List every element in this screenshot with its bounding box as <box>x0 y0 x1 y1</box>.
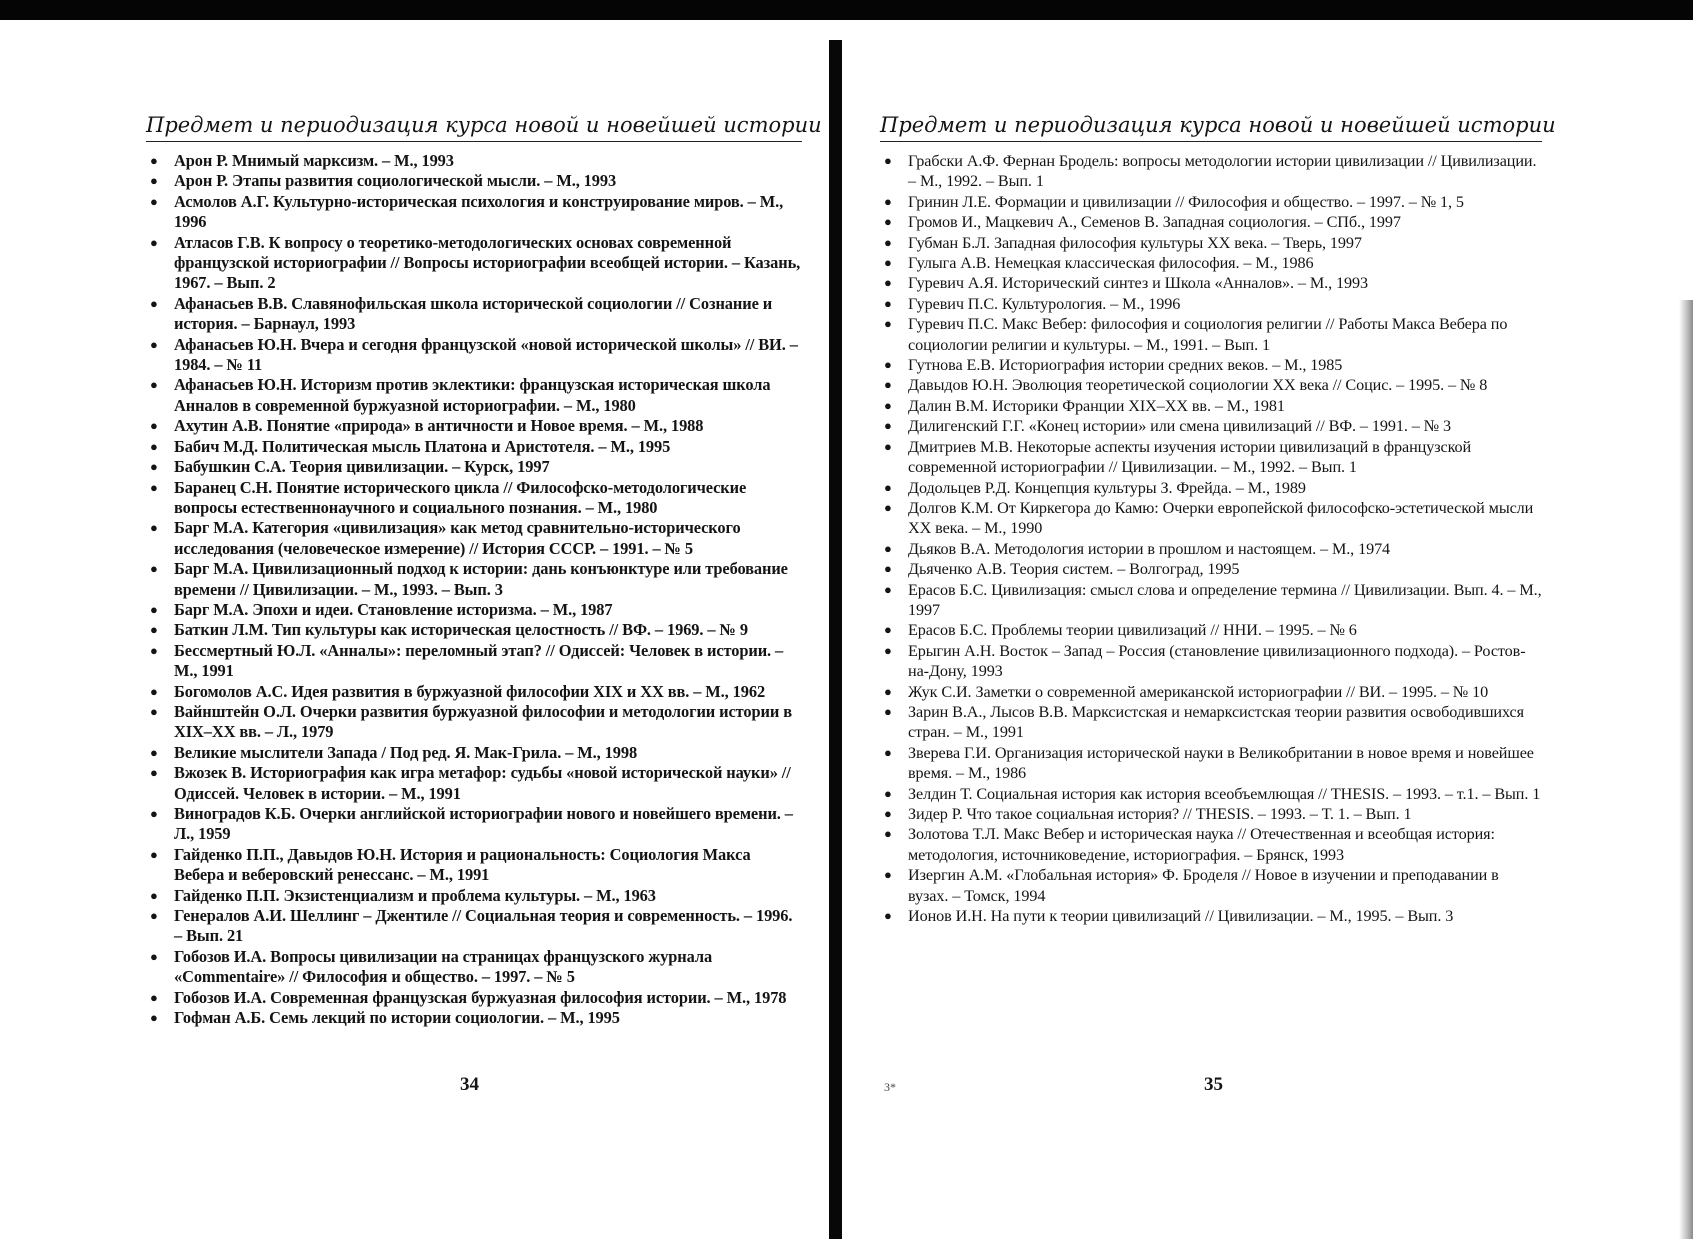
entry-text: Афанасьев Ю.Н. Вчера и сегодня французской «новой исторической школы» // ВИ. – 1984. – № 11 <box>174 334 798 375</box>
entry-text: Барг М.А. Категория «цивилизация» как метод сравнительно-исторического исследования (человеческое измерение) // История СССР. – 1991. – № 5 <box>174 518 741 558</box>
entry-text: Барг М.А. Эпохи и идеи. Становление историзма. – М., 1987 <box>174 599 613 619</box>
right-page <box>880 113 1556 926</box>
bibliography-entry <box>880 416 1542 436</box>
entry-text: Гайденко П.П. Экзистенциализм и проблема культуры. – М., 1963 <box>174 885 656 905</box>
entry-text: Грабски А.Ф. Фернан Бродель: вопросы методологии истории цивилизации // Цивилизации. – М., 1992. – Вып. 1 <box>908 152 1537 191</box>
bullet-icon: ● <box>884 214 892 230</box>
entry-text: Зарин В.А., Лысов В.В. Марксистская и немарксистская теории развития освободившихся стран. – М., 1991 <box>908 702 1524 742</box>
entry-text: Барг М.А. Цивилизационный подход к истории: дань конъюнктуре или требование времени // Цивилизации. – М., 1993. – Вып. 3 <box>174 559 788 599</box>
bullet-icon: ● <box>884 377 892 393</box>
entry-text: Гайденко П.П., Давыдов Ю.Н. История и рациональность: Социология Макса Вебера и веберовский ренессанс. – М., 1991 <box>174 844 751 885</box>
entry-text: Гутнова Е.В. Историография истории средних веков. – М., 1985 <box>908 356 1343 375</box>
entry-text: Атласов Г.В. К вопросу о теоретико-методологических основах современной французской историографии // Вопросы историографии всеобщей истории. – Казань, 1967. – Вып. 2 <box>174 232 801 293</box>
entry-text: Арон Р. Мнимый марксизм. – М., 1993 <box>174 151 454 170</box>
bullet-icon: ● <box>150 948 158 964</box>
bibliography-entry <box>146 559 802 600</box>
entry-text: Изергин А.М. «Глобальная история» Ф. Броделя // Новое в изучении и преподавании в вузах. – Томск, 1994 <box>908 866 1499 905</box>
bibliography-entry <box>146 641 802 682</box>
bullet-icon: ● <box>150 806 158 821</box>
bibliography-entry <box>146 294 802 335</box>
bibliography-entry <box>146 620 802 640</box>
bibliography-entry <box>146 743 802 763</box>
bullet-icon: ● <box>150 846 158 862</box>
bullet-icon: ● <box>884 785 892 801</box>
bibliography-entry <box>880 233 1542 253</box>
bibliography-entry <box>880 641 1542 682</box>
bullet-icon: ● <box>150 193 158 209</box>
entry-text: Зидер Р. Что такое социальная история? // THESIS. – 1993. – Т. 1. – Вып. 1 <box>908 805 1412 823</box>
bullet-icon: ● <box>150 459 158 475</box>
entry-text: Гуревич А.Я. Исторический синтез и Школа «Анналов». – М., 1993 <box>908 274 1368 293</box>
bullet-icon: ● <box>150 153 158 168</box>
bullet-icon: ● <box>150 642 158 658</box>
bullet-icon: ● <box>150 622 158 638</box>
left-page <box>146 113 822 1028</box>
bibliography-entry <box>146 600 802 620</box>
bullet-icon: ● <box>150 561 158 577</box>
entry-text: Ерыгин А.Н. Восток – Запад – Россия (становление цивилизационного подхода). – Ростов-на-Дону, 1993 <box>908 641 1526 681</box>
scan-top-edge <box>0 0 1693 20</box>
bullet-icon: ● <box>884 703 892 719</box>
bibliography-entry <box>880 498 1542 539</box>
bullet-icon: ● <box>150 1010 158 1026</box>
bibliography-entry <box>880 580 1542 621</box>
bullet-icon: ● <box>884 295 892 311</box>
bibliography-entry <box>880 906 1542 926</box>
bullet-icon: ● <box>884 806 892 821</box>
entry-text: Вжозек В. Историография как игра метафор: судьбы «новой исторической науки» // Одиссей. Человек в истории. – М., 1991 <box>174 763 791 803</box>
entry-text: Ерасов Б.С. Проблемы теории цивилизаций // ННИ. – 1995. – № 6 <box>908 621 1357 640</box>
bibliography-entry <box>146 416 802 436</box>
bibliography-entry <box>880 355 1542 375</box>
bibliography-entry <box>146 457 802 477</box>
entry-text: Баранец С.Н. Понятие исторического цикла // Философско-методологические вопросы естественнонаучного и социального познания. – М., 1980 <box>174 477 747 517</box>
bullet-icon: ● <box>884 234 892 250</box>
bibliography-entry <box>146 988 802 1008</box>
bibliography-list-left <box>146 151 802 1028</box>
bibliography-entry <box>880 784 1542 804</box>
bibliography-entry <box>880 314 1542 355</box>
bibliography-entry <box>880 620 1542 640</box>
bullet-icon: ● <box>884 255 892 271</box>
bibliography-entry <box>880 437 1542 478</box>
bullet-icon: ● <box>150 744 158 760</box>
bullet-icon: ● <box>150 989 158 1005</box>
bibliography-entry <box>146 233 802 294</box>
bullet-icon: ● <box>150 438 158 454</box>
entry-text: Гуревич П.С. Культурология. – М., 1996 <box>908 294 1181 313</box>
bullet-icon: ● <box>884 540 892 556</box>
bibliography-entry <box>146 375 802 416</box>
scan-right-edge <box>1679 300 1693 1239</box>
bibliography-entry <box>880 396 1542 416</box>
bibliography-entry <box>146 171 802 191</box>
bibliography-entry <box>880 253 1542 273</box>
bibliography-entry <box>880 539 1542 559</box>
running-header-right: Предмет и периодизация курса новой и новейшей истории <box>880 113 1542 142</box>
entry-text: Ахутин А.В. Понятие «природа» в античности и Новое время. – М., 1988 <box>174 416 704 436</box>
bibliography-entry <box>880 824 1542 865</box>
bibliography-entry <box>146 335 802 376</box>
bibliography-entry <box>880 151 1542 192</box>
bibliography-entry <box>880 682 1542 702</box>
entry-text: Арон Р. Этапы развития социологической мысли. – М., 1993 <box>174 171 617 191</box>
bullet-icon: ● <box>150 765 158 781</box>
bibliography-entry <box>880 294 1542 314</box>
bibliography-entry <box>880 375 1542 395</box>
bibliography-entry <box>880 559 1542 579</box>
bullet-icon: ● <box>884 744 892 760</box>
bullet-icon: ● <box>884 826 892 842</box>
entry-text: Гофман А.Б. Семь лекций по истории социологии. – М., 1995 <box>174 1008 620 1028</box>
bullet-icon: ● <box>150 336 158 352</box>
bullet-icon: ● <box>884 867 892 883</box>
entry-text: Давыдов Ю.Н. Эволюция теоретической социологии XX века // Социс. – 1995. – № 8 <box>908 376 1488 395</box>
bibliography-entry <box>146 845 802 886</box>
entry-text: Виноградов К.Б. Очерки английской историографии нового и новейшего времени. – Л., 1959 <box>174 804 793 844</box>
bullet-icon: ● <box>150 479 158 495</box>
bibliography-entry <box>146 437 802 457</box>
bibliography-entry <box>880 804 1542 824</box>
entry-text: Додольцев Р.Д. Концепция культуры З. Фрейда. – М., 1989 <box>908 478 1306 497</box>
entry-text: Долгов К.М. От Киркегора до Камю: Очерки европейской философско-эстетической мысли XX века. – М., 1990 <box>908 498 1534 538</box>
bibliography-list-right <box>880 151 1542 926</box>
bullet-icon: ● <box>884 397 892 413</box>
bullet-icon: ● <box>884 581 892 597</box>
page-number-left: 34 <box>460 1074 479 1095</box>
entry-text: Афанасьев Ю.Н. Историзм против эклектики: французская историческая школа Анналов в современной буржуазной историографии. – М., 1980 <box>174 375 771 415</box>
entry-text: Генералов А.И. Шеллинг – Джентиле // Социальная теория и современность. – 1996. – Вып. 21 <box>174 906 793 946</box>
entry-text: Дьяченко А.В. Теория систем. – Волгоград, 1995 <box>908 560 1240 579</box>
bullet-icon: ● <box>884 275 892 291</box>
entry-text: Бабич М.Д. Политическая мысль Платона и Аристотеля. – М., 1995 <box>174 436 671 456</box>
running-header-left: Предмет и периодизация курса новой и новейшей истории <box>146 113 802 142</box>
entry-text: Гулыга А.В. Немецкая классическая философия. – М., 1986 <box>908 254 1314 273</box>
bibliography-entry <box>880 192 1542 212</box>
bullet-icon: ● <box>150 908 158 924</box>
bibliography-entry <box>146 906 802 947</box>
bullet-icon: ● <box>150 377 158 393</box>
entry-text: Зверева Г.И. Организация исторической науки в Великобритании в новое время и новейшее время. – М., 1986 <box>908 743 1534 783</box>
bibliography-entry <box>146 518 802 559</box>
entry-text: Гринин Л.Е. Формации и цивилизации // Философия и общество. – 1997. – № 1, 5 <box>908 192 1464 211</box>
entry-text: Дьяков В.А. Методология истории в прошлом и настоящем. – М., 1974 <box>908 539 1391 558</box>
entry-text: Богомолов А.С. Идея развития в буржуазной философии XIX и XX вв. – М., 1962 <box>174 681 766 701</box>
entry-text: Гуревич П.С. Макс Вебер: философия и социология религии // Работы Макса Вебера по социологии религии и культуры. – М., 1991. – Вып. 1 <box>908 315 1508 354</box>
bibliography-entry <box>146 1008 802 1028</box>
bullet-icon: ● <box>884 153 892 168</box>
bibliography-entry <box>146 947 802 988</box>
entry-text: Дмитриев М.В. Некоторые аспекты изучения истории цивилизаций в французской современной историографии // Цивилизации. – М., 1992. – Вып. 1 <box>908 437 1472 477</box>
entry-text: Афанасьев В.В. Славянофильская школа исторической социологии // Сознание и история. – Барнаул, 1993 <box>174 293 773 334</box>
bibliography-entry <box>146 763 802 804</box>
entry-text: Великие мыслители Запада / Под ред. Я. Мак-Грила. – М., 1998 <box>174 742 638 762</box>
bibliography-entry <box>146 804 802 845</box>
entry-text: Гобозов И.А. Современная французская буржуазная философия истории. – М., 1978 <box>174 987 787 1007</box>
bullet-icon: ● <box>884 479 892 495</box>
bibliography-entry <box>880 212 1542 232</box>
bibliography-entry <box>880 702 1542 743</box>
bullet-icon: ● <box>884 193 892 209</box>
entry-text: Ерасов Б.С. Цивилизация: смысл слова и определение термина // Цивилизации. Вып. 4. – М., 1997 <box>908 580 1542 619</box>
bullet-icon: ● <box>150 703 158 719</box>
page-number-right: 35 <box>1204 1074 1223 1095</box>
book-spine <box>829 40 842 1239</box>
entry-text: Асмолов А.Г. Культурно-историческая психология и конструирование миров. – М., 1996 <box>174 191 784 232</box>
bullet-icon: ● <box>884 561 892 577</box>
entry-text: Дилигенский Г.Г. «Конец истории» или смена цивилизаций // ВФ. – 1991. – № 3 <box>908 417 1451 436</box>
bullet-icon: ● <box>884 499 892 515</box>
bibliography-entry <box>880 478 1542 498</box>
entry-text: Бессмертный Ю.Л. «Анналы»: переломный этап? // Одиссей: Человек в истории. – М., 1991 <box>174 640 784 681</box>
bullet-icon: ● <box>884 357 892 373</box>
bibliography-entry <box>146 478 802 519</box>
entry-text: Вайнштейн О.Л. Очерки развития буржуазной философии и методологии истории в XIX–XX вв. – Л., 1979 <box>174 701 792 742</box>
bibliography-entry <box>880 273 1542 293</box>
entry-text: Далин В.М. Историки Франции XIX–XX вв. – М., 1981 <box>908 396 1285 415</box>
bullet-icon: ● <box>150 683 158 699</box>
entry-text: Золотова Т.Л. Макс Вебер и историческая наука // Отечественная и всеобщая история: методология, источниковедение, историография. – Брянск, 1993 <box>908 825 1495 864</box>
entry-text: Гобозов И.А. Вопросы цивилизации на страницах французского журнала «Commentaire» // Философия и общество. – 1997. – № 5 <box>174 946 713 987</box>
bullet-icon: ● <box>884 622 892 638</box>
bullet-icon: ● <box>884 683 892 699</box>
entry-text: Бабушкин С.А. Теория цивилизации. – Курск, 1997 <box>174 457 550 477</box>
bullet-icon: ● <box>150 520 158 536</box>
bullet-icon: ● <box>884 908 892 924</box>
entry-text: Жук С.И. Заметки о современной американской историографии // ВИ. – 1995. – № 10 <box>908 682 1489 701</box>
bullet-icon: ● <box>150 234 158 250</box>
bullet-icon: ● <box>150 601 158 617</box>
entry-text: Ионов И.Н. На пути к теории цивилизаций // Цивилизации. – М., 1995. – Вып. 3 <box>908 907 1454 926</box>
bibliography-entry <box>146 702 802 743</box>
bullet-icon: ● <box>884 316 892 332</box>
bibliography-entry <box>146 682 802 702</box>
entry-text: Громов И., Мацкевич А., Семенов В. Западная социология. – СПб., 1997 <box>908 213 1401 232</box>
bullet-icon: ● <box>884 642 892 658</box>
bibliography-entry <box>146 151 802 171</box>
bibliography-entry <box>880 743 1542 784</box>
bullet-icon: ● <box>884 418 892 434</box>
bibliography-entry <box>146 192 802 233</box>
entry-text: Баткин Л.М. Тип культуры как историческая целостность // ВФ. – 1969. – № 9 <box>174 620 748 640</box>
bibliography-entry <box>146 886 802 906</box>
signature-mark: 3* <box>884 1080 896 1094</box>
entry-text: Губман Б.Л. Западная философия культуры XX века. – Тверь, 1997 <box>908 233 1362 252</box>
bullet-icon: ● <box>884 438 892 454</box>
entry-text: Зелдин Т. Социальная история как история всеобъемлющая // THESIS. – 1993. – т.1. – Вып. 1 <box>908 784 1541 803</box>
bullet-icon: ● <box>150 887 158 903</box>
bullet-icon: ● <box>150 295 158 311</box>
bullet-icon: ● <box>150 418 158 434</box>
bibliography-entry <box>880 865 1542 906</box>
bullet-icon: ● <box>150 173 158 189</box>
